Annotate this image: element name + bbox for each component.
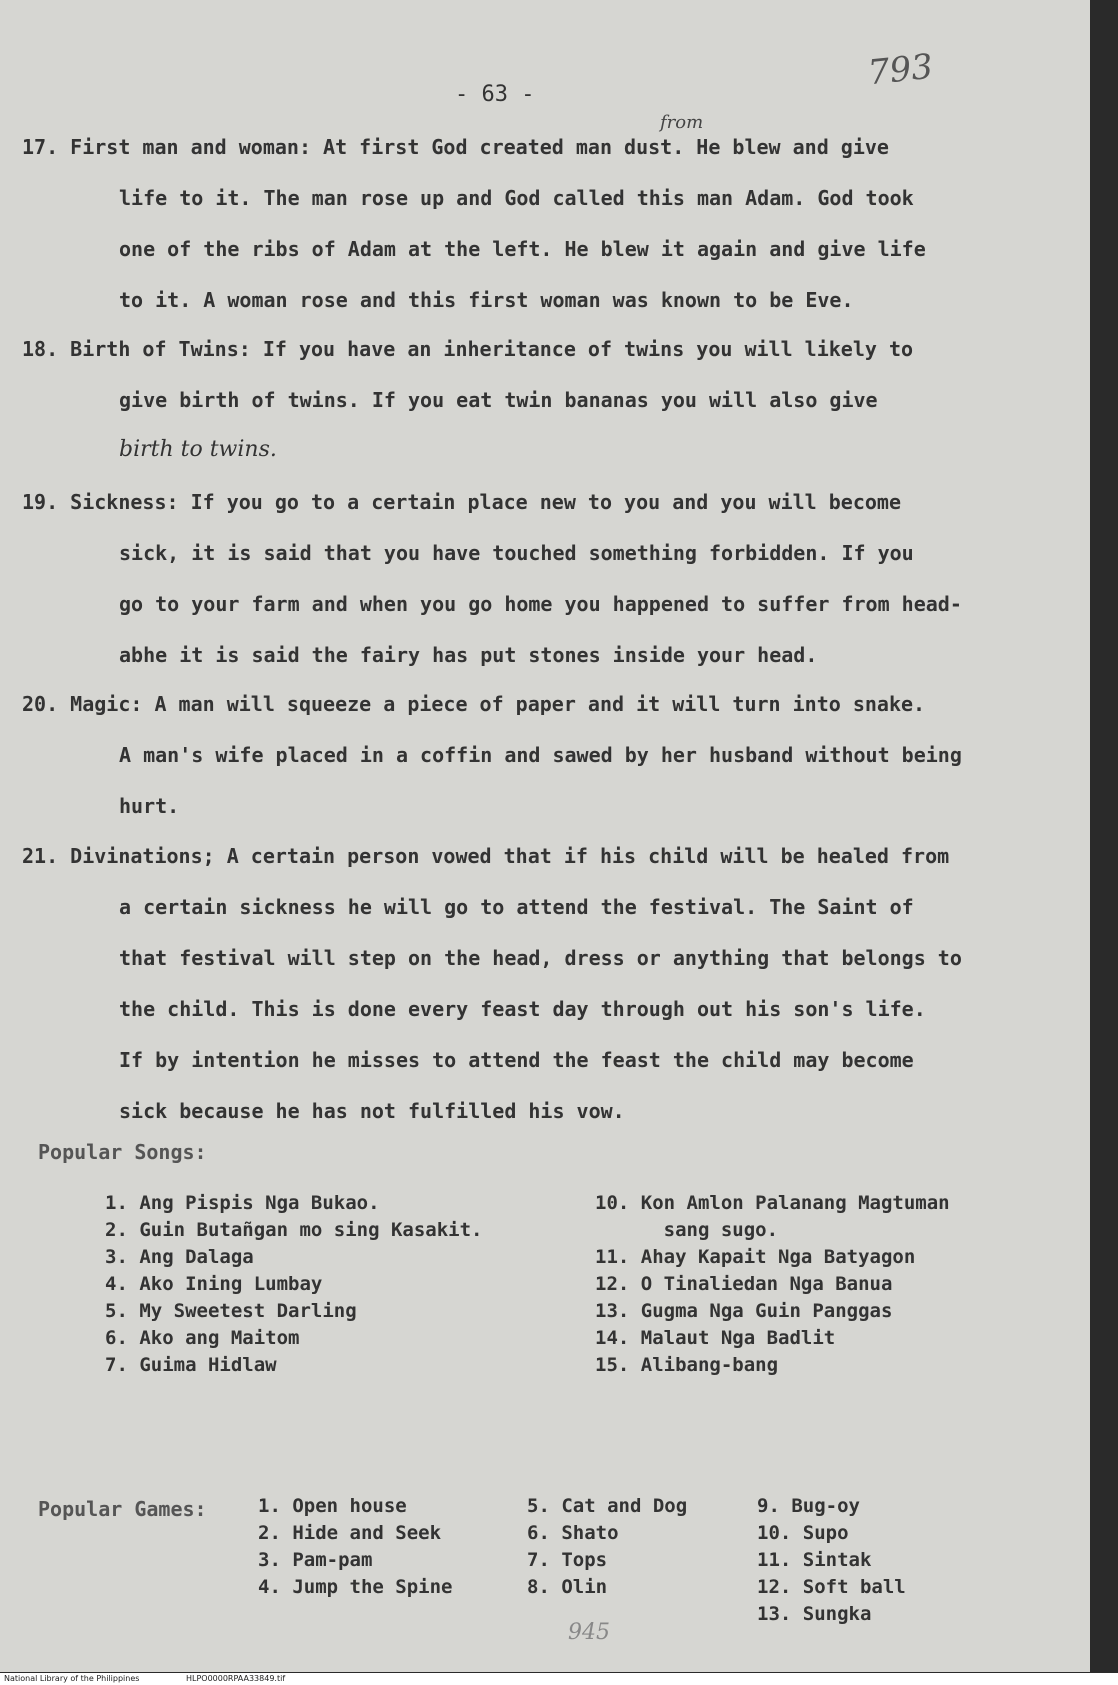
entry-line: that festival will step on the head, dress or anything that belongs to: [119, 946, 962, 970]
list-item: 1. Ang Pispis Nga Bukao.: [105, 1192, 380, 1214]
list-item: 7. Guima Hidlaw: [105, 1354, 277, 1376]
list-item: 5. Cat and Dog: [527, 1495, 688, 1517]
games-list-col2: [527, 1493, 687, 1601]
entry-line: go to your farm and when you go home you happened to suffer from head-: [119, 592, 962, 616]
entry-line: a certain sickness he will go to attend the festival. The Saint of: [119, 895, 914, 919]
list-item: 6. Ako ang Maitom: [105, 1327, 300, 1349]
entry-line: 19. Sickness: If you go to a certain place new to you and you will become: [22, 490, 901, 514]
list-item: 6. Shato: [527, 1522, 619, 1544]
list-item: 2. Hide and Seek: [258, 1522, 442, 1544]
entry-line: If by intention he misses to attend the feast the child may become: [119, 1048, 914, 1072]
entry-line: sick, it is said that you have touched something forbidden. If you: [119, 541, 914, 565]
footer-filename: HLPO0000RPAA33849.tif: [185, 1674, 286, 1683]
list-item: 13. Sungka: [757, 1603, 872, 1625]
list-item: sang sugo.: [595, 1219, 779, 1241]
list-item: 12. O Tinaliedan Nga Banua: [595, 1273, 893, 1295]
entry-line: sick because he has not fulfilled his vow.: [119, 1099, 625, 1123]
list-item: 3. Ang Dalaga: [105, 1246, 254, 1268]
list-item: 12. Soft ball: [757, 1576, 906, 1598]
games-list-col1: [258, 1493, 452, 1601]
entry-line: 18. Birth of Twins: If you have an inheritance of twins you will likely to: [22, 337, 914, 361]
list-item: 3. Pam-pam: [258, 1549, 373, 1571]
handwritten-line: birth to twins.: [119, 437, 277, 462]
list-item: 14. Malaut Nga Badlit: [595, 1327, 836, 1349]
list-item: 10. Kon Amlon Palanang Magtuman: [595, 1192, 950, 1214]
list-item: 5. My Sweetest Darling: [105, 1300, 357, 1322]
popular-games-label: Popular Games:: [38, 1497, 207, 1521]
popular-songs-label: Popular Songs:: [38, 1140, 207, 1164]
entry-line: A man's wife placed in a coffin and sawed by her husband without being: [119, 743, 962, 767]
list-item: 11. Sintak: [757, 1549, 872, 1571]
page-number: - 63 -: [455, 82, 535, 107]
entry-line: 20. Magic: A man will squeeze a piece of paper and it will turn into snake.: [22, 692, 926, 716]
list-item: 10. Supo: [757, 1522, 849, 1544]
entry-line: hurt.: [119, 794, 180, 818]
handwritten-page-number: 793: [866, 46, 935, 94]
entry-line: one of the ribs of Adam at the left. He blew it again and give life: [119, 237, 926, 261]
footer-source: National Library of the Philippines: [4, 1674, 140, 1683]
games-list-col3: [757, 1493, 906, 1628]
list-item: 9. Bug-oy: [757, 1495, 860, 1517]
scan-footer: [0, 1673, 1118, 1685]
songs-list-right: [595, 1190, 950, 1379]
entry-line: the child. This is done every feast day through out his son's life.: [119, 997, 926, 1021]
list-item: 1. Open house: [258, 1495, 407, 1517]
list-item: 11. Ahay Kapait Nga Batyagon: [595, 1246, 916, 1268]
songs-list-left: [105, 1190, 483, 1379]
entry-line: give birth of twins. If you eat twin bananas you will also give: [119, 388, 878, 412]
list-item: 2. Guin Butañgan mo sing Kasakit.: [105, 1219, 483, 1241]
pencil-mark: 945: [568, 1620, 610, 1645]
list-item: 15. Alibang-bang: [595, 1354, 779, 1376]
entry-line: 17. First man and woman: At first God created man dust. He blew and give: [22, 135, 889, 159]
entry-line: life to it. The man rose up and God called this man Adam. God took: [119, 186, 914, 210]
list-item: 8. Olin: [527, 1576, 608, 1598]
entry-line: to it. A woman rose and this first woman was known to be Eve.: [119, 288, 854, 312]
list-item: 4. Jump the Spine: [258, 1576, 453, 1598]
list-item: 7. Tops: [527, 1549, 608, 1571]
entry-line: 21. Divinations; A certain person vowed that if his child will be healed from: [22, 844, 950, 868]
handwritten-insertion: from: [660, 112, 704, 133]
list-item: 4. Ako Ining Lumbay: [105, 1273, 323, 1295]
entry-line: abhe it is said the fairy has put stones inside your head.: [119, 643, 818, 667]
list-item: 13. Gugma Nga Guin Panggas: [595, 1300, 893, 1322]
